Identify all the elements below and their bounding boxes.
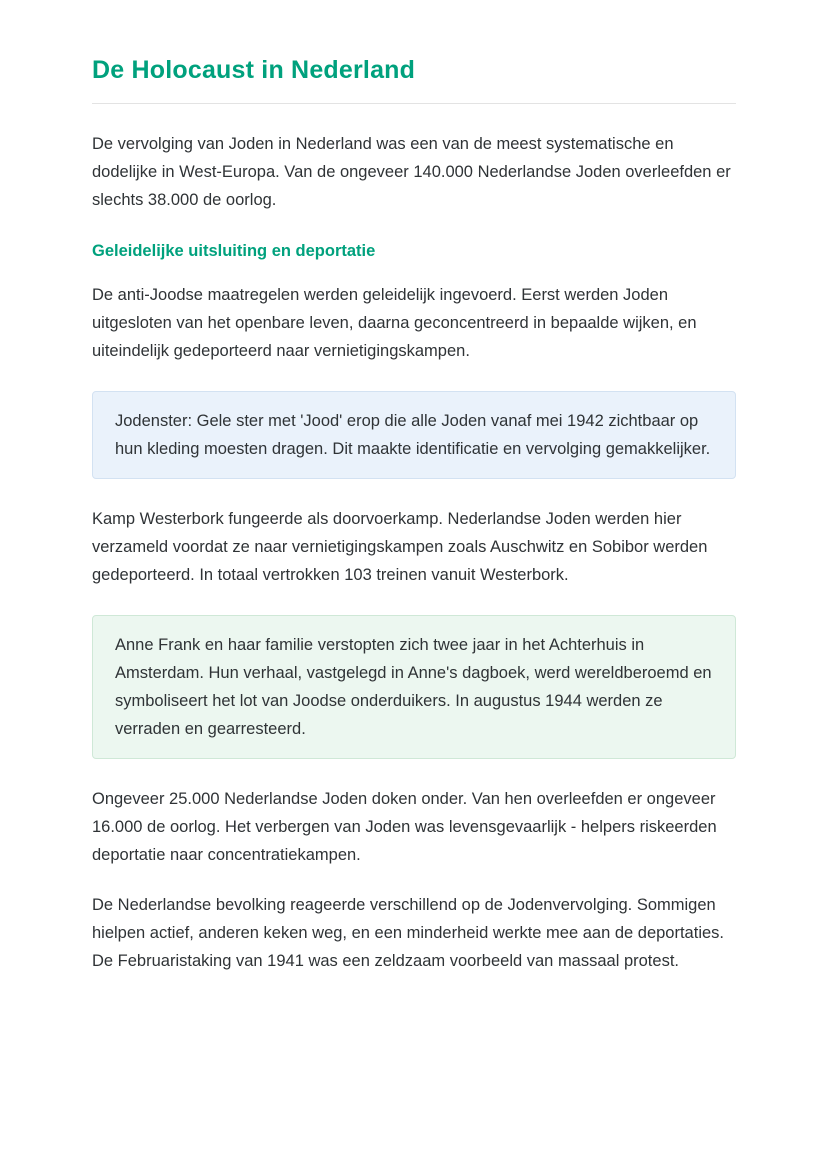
paragraph-bevolking: De Nederlandse bevolking reageerde verschillend op de Jodenvervolging. Sommigen hielpen actief, anderen keken weg, en een minderheid werkte mee aan de deportaties. De Februaristaking van 1941 was een zeldzaam voorbeeld van massaal protest. (92, 896, 724, 970)
callout-jodenster: Jodenster: Gele ster met 'Jood' erop die alle Joden vanaf mei 1942 zichtbaar op hun kleding moesten dragen. Dit maakte identificatie en vervolging gemakkelijker. (92, 391, 736, 479)
intro-paragraph: De vervolging van Joden in Nederland was een van de meest systematische en dodelijke in West-Europa. Van de ongeveer 140.000 Nederlandse Joden overleefden er slechts 38.000 de oorlog. (92, 135, 731, 209)
paragraph-maatregelen: De anti-Joodse maatregelen werden geleidelijk ingevoerd. Eerst werden Joden uitgesloten van het openbare leven, daarna geconcentreerd in bepaalde wijken, en uiteindelijk gedeporteerd naar vernietigingskampen. (92, 286, 697, 360)
title-divider (92, 103, 736, 104)
page-title: De Holocaust in Nederland (92, 56, 416, 84)
callout-anne-frank: Anne Frank en haar familie verstopten zich twee jaar in het Achterhuis in Amsterdam. Hun verhaal, vastgelegd in Anne's dagboek, werd wereldberoemd en symboliseert het lot van Joodse onderduikers. In augustus 1944 werden ze verraden en gearresteerd. (92, 615, 736, 759)
paragraph-onderduikers: Ongeveer 25.000 Nederlandse Joden doken onder. Van hen overleefden er ongeveer 16.000 de oorlog. Het verbergen van Joden was levensgevaarlijk - helpers riskeerden deportatie naar concentratiekampen. (92, 790, 717, 864)
section-heading-uitsluiting: Geleidelijke uitsluiting en deportatie (92, 242, 376, 260)
paragraph-westerbork: Kamp Westerbork fungeerde als doorvoerkamp. Nederlandse Joden werden hier verzameld voordat ze naar vernietigingskampen zoals Auschwitz en Sobibor werden gedeporteerd. In totaal vertrokken 103 treinen vanuit Westerbork. (92, 510, 708, 584)
